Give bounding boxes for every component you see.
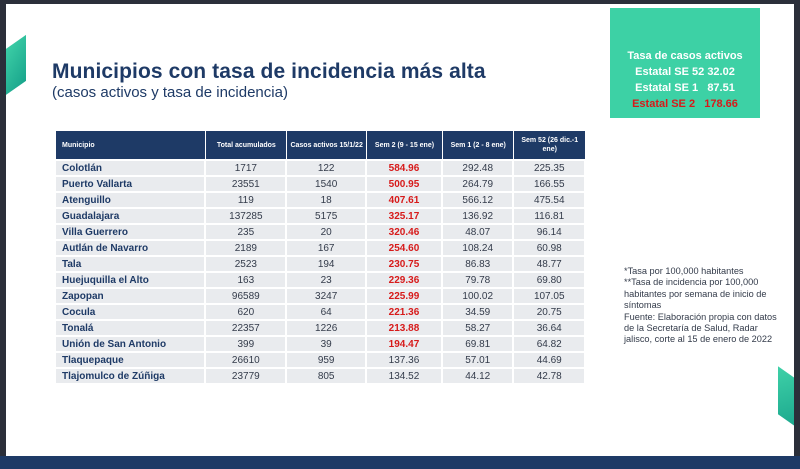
municipality-cell: Tonalá bbox=[56, 321, 206, 335]
table-cell: 22357 bbox=[206, 321, 287, 335]
table-cell: 163 bbox=[206, 273, 287, 287]
table-cell: 34.59 bbox=[443, 305, 515, 319]
table-cell: 122 bbox=[287, 161, 367, 175]
table-row bbox=[56, 305, 586, 319]
table-cell: 64 bbox=[287, 305, 367, 319]
decorative-shape-left bbox=[6, 35, 26, 99]
page-subtitle: (casos activos y tasa de incidencia) bbox=[52, 84, 288, 101]
table-cell: 136.92 bbox=[443, 209, 515, 223]
municipality-cell: Tlaquepaque bbox=[56, 353, 206, 367]
table-cell: 44.12 bbox=[443, 369, 515, 383]
table-cell: 194.47 bbox=[367, 337, 443, 351]
table-cell: 137285 bbox=[206, 209, 287, 223]
table-cell: 23779 bbox=[206, 369, 287, 383]
table-cell: 235 bbox=[206, 225, 287, 239]
table-row bbox=[56, 193, 586, 207]
table-cell: 325.17 bbox=[367, 209, 443, 223]
table-cell: 96589 bbox=[206, 289, 287, 303]
table-cell: 213.88 bbox=[367, 321, 443, 335]
table-cell: 407.61 bbox=[367, 193, 443, 207]
table-cell: 134.52 bbox=[367, 369, 443, 383]
stat-box-title: Tasa de casos activos bbox=[627, 50, 743, 62]
municipality-cell: Autlán de Navarro bbox=[56, 241, 206, 255]
table-cell: 108.24 bbox=[443, 241, 515, 255]
table-cell: 1717 bbox=[206, 161, 287, 175]
table-cell: 399 bbox=[206, 337, 287, 351]
table-cell: 230.75 bbox=[367, 257, 443, 271]
table-cell: 566.12 bbox=[443, 193, 515, 207]
table-cell: 69.80 bbox=[514, 273, 586, 287]
table-cell: 69.81 bbox=[443, 337, 515, 351]
table-cell: 60.98 bbox=[514, 241, 586, 255]
stat-line-se1 bbox=[610, 82, 760, 94]
municipality-cell: Tlajomulco de Zúñiga bbox=[56, 369, 206, 383]
municipality-cell: Cocula bbox=[56, 305, 206, 319]
table-cell: 42.78 bbox=[514, 369, 586, 383]
table-cell: 5175 bbox=[287, 209, 367, 223]
table-cell: 959 bbox=[287, 353, 367, 367]
table-row bbox=[56, 257, 586, 271]
table-cell: 20.75 bbox=[514, 305, 586, 319]
municipality-cell: Huejuquilla el Alto bbox=[56, 273, 206, 287]
table-cell: 23551 bbox=[206, 177, 287, 191]
table-cell: 64.82 bbox=[514, 337, 586, 351]
table-cell: 137.36 bbox=[367, 353, 443, 367]
footnote: **Tasa de incidencia por 100,000 habitantes por semana de inicio de síntomas bbox=[624, 277, 767, 311]
table-cell: 254.60 bbox=[367, 241, 443, 255]
table-cell: 36.64 bbox=[514, 321, 586, 335]
table-cell: 79.78 bbox=[443, 273, 515, 287]
footnote: Fuente: Elaboración propia con datos de la Secretaría de Salud, Radar jalisco, corte al 15 de enero de 2022 bbox=[624, 311, 777, 345]
table-cell: 20 bbox=[287, 225, 367, 239]
table-cell: 500.95 bbox=[367, 177, 443, 191]
table-cell: 194 bbox=[287, 257, 367, 271]
municipality-cell: Unión de San Antonio bbox=[56, 337, 206, 351]
table-cell: 116.81 bbox=[514, 209, 586, 223]
municipality-cell: Villa Guerrero bbox=[56, 225, 206, 239]
table-cell: 18 bbox=[287, 193, 367, 207]
stat-line-se52 bbox=[610, 66, 760, 78]
decorative-shape-right bbox=[778, 366, 794, 429]
table-cell: 221.36 bbox=[367, 305, 443, 319]
table-row bbox=[56, 209, 586, 223]
table-row bbox=[56, 369, 586, 383]
table-row bbox=[56, 225, 586, 239]
table-cell: 23 bbox=[287, 273, 367, 287]
table-row bbox=[56, 273, 586, 287]
stat-label: Estatal SE 2 bbox=[632, 98, 696, 110]
column-header: Sem 2 (9 - 15 ene) bbox=[367, 131, 443, 159]
page-title: Municipios con tasa de incidencia más alta bbox=[52, 60, 486, 83]
slide bbox=[6, 4, 794, 456]
active-cases-rate-box bbox=[610, 8, 760, 118]
table-row bbox=[56, 337, 586, 351]
municipality-cell: Guadalajara bbox=[56, 209, 206, 223]
stat-value: 32.02 bbox=[707, 66, 735, 78]
table-cell: 3247 bbox=[287, 289, 367, 303]
table-cell: 86.83 bbox=[443, 257, 515, 271]
table-row bbox=[56, 321, 586, 335]
table-cell: 225.35 bbox=[514, 161, 586, 175]
table-cell: 805 bbox=[287, 369, 367, 383]
table-cell: 26610 bbox=[206, 353, 287, 367]
table-cell: 620 bbox=[206, 305, 287, 319]
table-cell: 264.79 bbox=[443, 177, 515, 191]
table-row bbox=[56, 353, 586, 367]
table-cell: 166.55 bbox=[514, 177, 586, 191]
table-cell: 100.02 bbox=[443, 289, 515, 303]
incidence-table bbox=[56, 129, 586, 385]
column-header: Casos activos 15/1/22 bbox=[287, 131, 367, 159]
table-row bbox=[56, 241, 586, 255]
footnotes bbox=[624, 266, 784, 346]
table-cell: 167 bbox=[287, 241, 367, 255]
municipality-cell: Colotlán bbox=[56, 161, 206, 175]
table-cell: 57.01 bbox=[443, 353, 515, 367]
table-cell: 229.36 bbox=[367, 273, 443, 287]
table-row bbox=[56, 177, 586, 191]
table-cell: 292.48 bbox=[443, 161, 515, 175]
municipality-cell: Zapopan bbox=[56, 289, 206, 303]
column-header: Sem 52 (26 dic.-1 ene) bbox=[514, 131, 586, 159]
table-cell: 475.54 bbox=[514, 193, 586, 207]
table-cell: 44.69 bbox=[514, 353, 586, 367]
table-cell: 320.46 bbox=[367, 225, 443, 239]
municipality-cell: Tala bbox=[56, 257, 206, 271]
column-header: Total acumulados bbox=[206, 131, 287, 159]
table-cell: 119 bbox=[206, 193, 287, 207]
table-cell: 48.77 bbox=[514, 257, 586, 271]
municipality-cell: Puerto Vallarta bbox=[56, 177, 206, 191]
table-cell: 2523 bbox=[206, 257, 287, 271]
table-cell: 225.99 bbox=[367, 289, 443, 303]
table-cell: 107.05 bbox=[514, 289, 586, 303]
table-cell: 58.27 bbox=[443, 321, 515, 335]
table-cell: 96.14 bbox=[514, 225, 586, 239]
table-cell: 2189 bbox=[206, 241, 287, 255]
stat-value: 178.66 bbox=[704, 98, 738, 110]
stat-line-se2 bbox=[610, 98, 760, 110]
table-cell: 584.96 bbox=[367, 161, 443, 175]
table-row bbox=[56, 161, 586, 175]
table-cell: 39 bbox=[287, 337, 367, 351]
column-header: Municipio bbox=[56, 131, 206, 159]
table-cell: 48.07 bbox=[443, 225, 515, 239]
footnote: *Tasa por 100,000 habitantes bbox=[624, 266, 744, 276]
table-cell: 1540 bbox=[287, 177, 367, 191]
column-header: Sem 1 (2 - 8 ene) bbox=[443, 131, 515, 159]
municipality-cell: Atenguillo bbox=[56, 193, 206, 207]
table-cell: 1226 bbox=[287, 321, 367, 335]
stat-value: 87.51 bbox=[707, 82, 735, 94]
table-row bbox=[56, 289, 586, 303]
bottom-bar bbox=[0, 456, 800, 469]
stat-label: Estatal SE 1 bbox=[635, 82, 699, 94]
table-header-row bbox=[56, 131, 586, 159]
stat-label: Estatal SE 52 bbox=[635, 66, 705, 78]
